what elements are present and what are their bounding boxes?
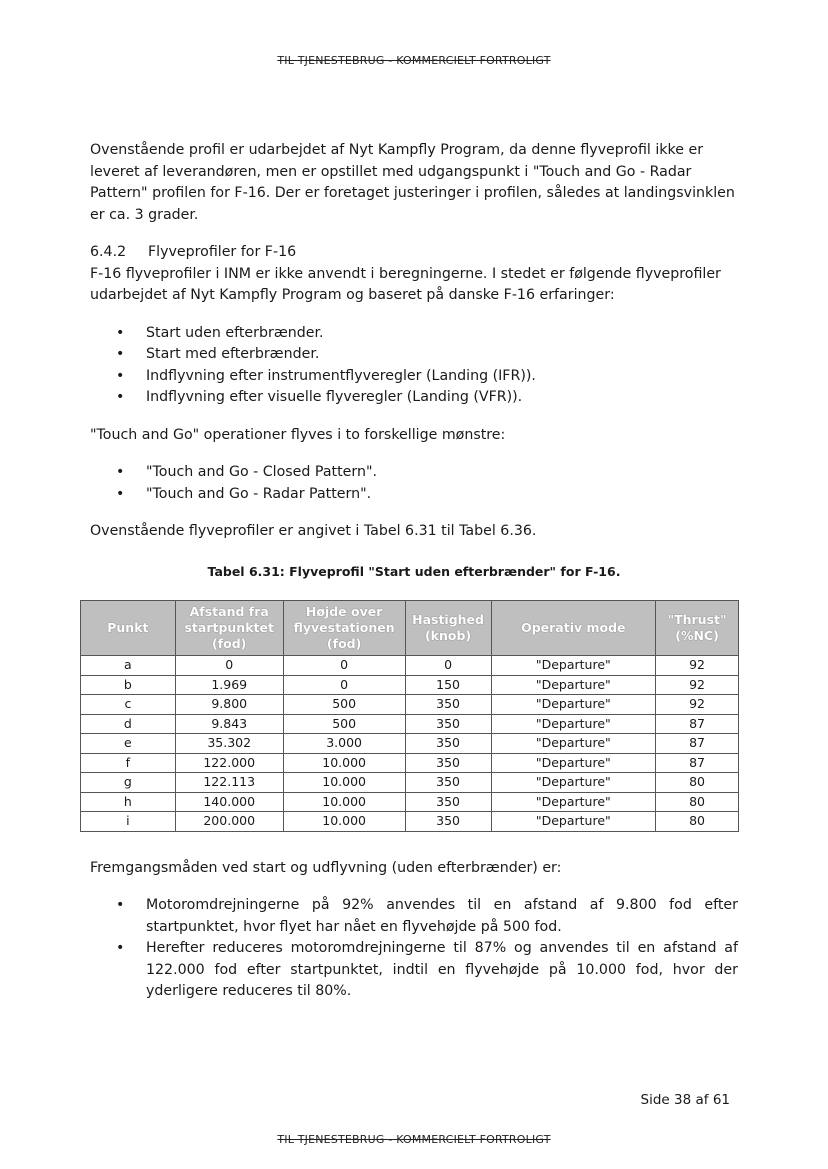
cell-punkt: d (81, 714, 176, 734)
classification-header: TIL TJENESTEBRUG - KOMMERCIELT FORTROLIGT (277, 54, 551, 67)
cell-punkt: b (81, 675, 176, 695)
page-number: Side 38 af 61 (640, 1092, 730, 1108)
cell-thrust: 92 (656, 675, 739, 695)
cell-hastighed: 150 (405, 675, 491, 695)
section-title: Flyveprofiler for F-16 (148, 244, 297, 260)
cell-hoejde: 10.000 (283, 792, 405, 812)
header-afstand: Afstand fra startpunktet (fod) (175, 601, 283, 656)
section-number: 6.4.2 (90, 244, 127, 260)
paragraph-f16-intro: F-16 flyveprofiler i INM er ikke anvendt i beregningerne. I stedet er følgende flyveprofiler udarbejdet af Nyt Kampfly Program og baseret på danske F-16 erfaringer: (90, 265, 721, 303)
list-item: • "Touch and Go - Radar Pattern". (90, 484, 738, 506)
page-content (90, 140, 738, 1003)
cell-thrust: 80 (656, 792, 739, 812)
table-row (81, 773, 739, 793)
cell-hoejde: 0 (283, 656, 405, 676)
cell-hastighed: 350 (405, 695, 491, 715)
list-item: • Indflyvning efter visuelle flyveregler (Landing (VFR)). (90, 387, 738, 409)
cell-afstand: 9.843 (175, 714, 283, 734)
paragraph-table-reference: Ovenstående flyveprofiler er angivet i Tabel 6.31 til Tabel 6.36. (90, 523, 537, 539)
header-thrust: "Thrust" (%NC) (656, 601, 739, 656)
list-item: • Start med efterbrænder. (90, 344, 738, 366)
cell-punkt: e (81, 734, 176, 754)
list-item: • Herefter reduceres motoromdrejningerne til 87% og anvendes til en afstand af 122.000 fod efter startpunktet, indtil en flyvehøjde på 10.000 fod, hvor der yderligere reduceres til 80%. (90, 938, 738, 1003)
cell-hoejde: 10.000 (283, 753, 405, 773)
paragraph-touch-and-go: "Touch and Go" operationer flyves i to forskellige mønstre: (90, 426, 506, 443)
cell-afstand: 140.000 (175, 792, 283, 812)
cell-hastighed: 350 (405, 753, 491, 773)
section-heading (90, 242, 738, 264)
cell-mode: "Departure" (491, 773, 656, 793)
table-row (81, 812, 739, 832)
procedure-list (90, 895, 738, 1003)
table-row (81, 734, 739, 754)
flight-profile-table (80, 600, 739, 832)
table-caption: Tabel 6.31: Flyveprofil "Start uden efterbrænder" for F-16. (207, 563, 621, 579)
cell-mode: "Departure" (491, 734, 656, 754)
cell-hastighed: 350 (405, 734, 491, 754)
cell-hastighed: 350 (405, 812, 491, 832)
header-punkt: Punkt (81, 601, 176, 656)
cell-mode: "Departure" (491, 753, 656, 773)
cell-afstand: 0 (175, 656, 283, 676)
cell-afstand: 35.302 (175, 734, 283, 754)
table-row (81, 675, 739, 695)
cell-hoejde: 500 (283, 695, 405, 715)
paragraph-profile-note: Ovenstående profil er udarbejdet af Nyt Kampfly Program, da denne flyveprofil ikke er leveret af leverandøren, men er opstillet med udgangspunkt i "Touch and Go - Radar Pattern" profilen for F-16. Der er foretaget justeringer i profilen, således at landingsvinklen er ca. 3 grader. (90, 142, 735, 223)
list-item: • Motoromdrejningerne på 92% anvendes til en afstand af 9.800 fod efter startpunktet, hvor flyet har nået en flyvehøjde på 500 fod. (90, 895, 738, 938)
cell-thrust: 92 (656, 695, 739, 715)
table-row (81, 714, 739, 734)
classification-footer: TIL TJENESTEBRUG - KOMMERCIELT FORTROLIGT (277, 1133, 551, 1146)
cell-hoejde: 10.000 (283, 773, 405, 793)
cell-thrust: 80 (656, 812, 739, 832)
table-row (81, 753, 739, 773)
cell-hoejde: 0 (283, 675, 405, 695)
cell-mode: "Departure" (491, 714, 656, 734)
list-item: • Indflyvning efter instrumentflyveregler (Landing (IFR)). (90, 366, 738, 388)
table-row (81, 695, 739, 715)
header-operativ-mode: Operativ mode (491, 601, 656, 656)
cell-mode: "Departure" (491, 812, 656, 832)
table-header-row (81, 601, 739, 656)
cell-hastighed: 0 (405, 656, 491, 676)
cell-mode: "Departure" (491, 695, 656, 715)
profile-list (90, 323, 738, 409)
cell-punkt: g (81, 773, 176, 793)
cell-punkt: f (81, 753, 176, 773)
header-hoejde: Højde over flyvestationen (fod) (283, 601, 405, 656)
table-row (81, 656, 739, 676)
cell-punkt: h (81, 792, 176, 812)
pattern-list (90, 462, 738, 505)
cell-hoejde: 3.000 (283, 734, 405, 754)
paragraph-procedure-intro: Fremgangsmåden ved start og udflyvning (uden efterbrænder) er: (90, 859, 562, 876)
cell-punkt: a (81, 656, 176, 676)
cell-afstand: 9.800 (175, 695, 283, 715)
cell-afstand: 122.113 (175, 773, 283, 793)
list-item: • Start uden efterbrænder. (90, 323, 738, 345)
cell-afstand: 200.000 (175, 812, 283, 832)
header-hastighed: Hastighed (knob) (405, 601, 491, 656)
cell-mode: "Departure" (491, 792, 656, 812)
cell-thrust: 87 (656, 714, 739, 734)
cell-mode: "Departure" (491, 675, 656, 695)
cell-hoejde: 10.000 (283, 812, 405, 832)
cell-punkt: i (81, 812, 176, 832)
cell-hoejde: 500 (283, 714, 405, 734)
table-row (81, 792, 739, 812)
cell-thrust: 80 (656, 773, 739, 793)
cell-afstand: 1.969 (175, 675, 283, 695)
cell-afstand: 122.000 (175, 753, 283, 773)
cell-thrust: 87 (656, 734, 739, 754)
cell-punkt: c (81, 695, 176, 715)
cell-hastighed: 350 (405, 773, 491, 793)
cell-thrust: 87 (656, 753, 739, 773)
cell-mode: "Departure" (491, 656, 656, 676)
cell-thrust: 92 (656, 656, 739, 676)
cell-hastighed: 350 (405, 714, 491, 734)
list-item: • "Touch and Go - Closed Pattern". (90, 462, 738, 484)
cell-hastighed: 350 (405, 792, 491, 812)
